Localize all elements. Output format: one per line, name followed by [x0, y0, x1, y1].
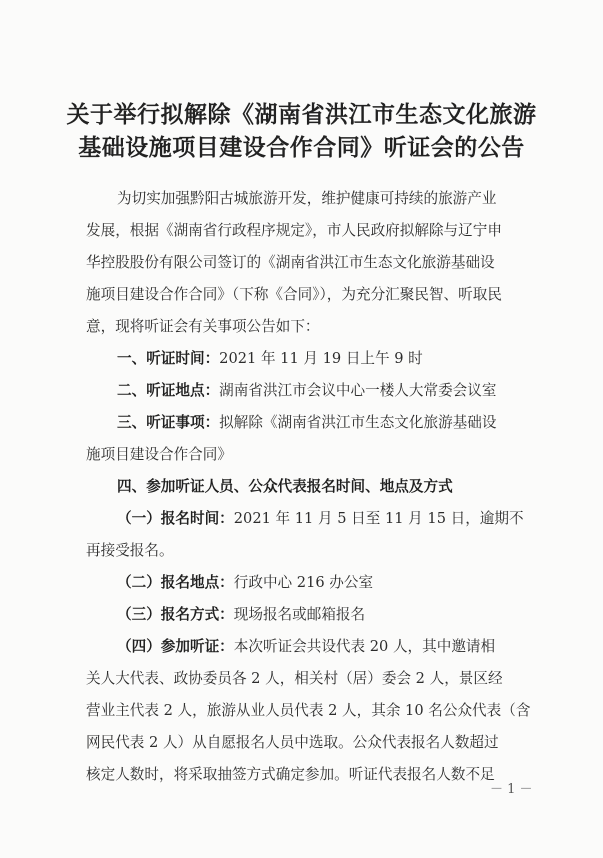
registration-time: [117, 509, 524, 529]
hearing-time-value: 2021 年 11 月 19 日上午 9 时: [219, 350, 423, 367]
intro-line: 发展，根据《湖南省行政程序规定》，市人民政府拟解除与辽宁申: [86, 222, 502, 239]
registration-location-value: 行政中心 216 办公室: [233, 574, 374, 591]
registration-method: [117, 605, 365, 625]
hearing-matter: [117, 413, 496, 433]
hearing-matter-value: 拟解除《湖南省洪江市生态文化旅游基础设: [219, 414, 497, 431]
hearing-time-label: 一、听证时间：: [117, 350, 220, 367]
section-heading: 四、参加听证人员、公众代表报名时间、地点及方式: [117, 478, 453, 495]
registration-method-value: 现场报名或邮箱报名: [233, 606, 366, 623]
participation-line: 关人大代表、政协委员各 2 人，相关村（居）委会 2 人，景区经: [86, 670, 503, 687]
document-title-line2: 基础设施项目建设合作合同》听证会的公告: [78, 134, 525, 161]
hearing-time: [117, 349, 423, 369]
intro-line: 意，现将听证会有关事项公告如下：: [86, 318, 320, 335]
registration-location-label: （二）报名地点：: [117, 574, 234, 591]
participation-line: 网民代表 2 人）从自愿报名人员中选取。公众代表报名人数超过: [86, 734, 499, 751]
intro-line: 华控股股份有限公司签订的《湖南省洪江市生态文化旅游基础设: [86, 254, 495, 271]
hearing-location: [117, 381, 496, 401]
participation-line: 营业主代表 2 人，旅游从业人员代表 2 人，其余 10 名公众代表（含: [86, 702, 531, 719]
hearing-matter-continued: 施项目建设合作合同》: [86, 446, 232, 463]
hearing-matter-label: 三、听证事项：: [117, 414, 220, 431]
registration-time-value: 2021 年 11 月 5 日至 11 月 15 日，逾期不: [233, 510, 524, 527]
participation-label: （四）参加听证：: [117, 638, 234, 655]
registration-location: [117, 573, 373, 593]
document-title-line1: 关于举行拟解除《湖南省洪江市生态文化旅游: [66, 101, 537, 128]
intro-line: 为切实加强黔阳古城旅游开发，维护健康可持续的旅游产业: [117, 190, 497, 207]
registration-time-continued: 再接受报名。: [86, 542, 174, 559]
hearing-location-value: 湖南省洪江市会议中心一楼人大常委会议室: [219, 382, 497, 399]
hearing-location-label: 二、听证地点：: [117, 382, 220, 399]
page-number: － 1 －: [490, 782, 533, 797]
registration-time-label: （一）报名时间：: [117, 510, 234, 527]
registration-method-label: （三）报名方式：: [117, 606, 234, 623]
participation-line: 核定人数时，将采取抽签方式确定参加。听证代表报名人数不足: [86, 766, 495, 783]
participation-value: 本次听证会共设代表 20 人，其中邀请相: [233, 638, 496, 655]
participation: [117, 637, 495, 657]
intro-line: 施项目建设合作合同》（下称《合同》），为充分汇聚民智、听取民: [86, 286, 502, 303]
